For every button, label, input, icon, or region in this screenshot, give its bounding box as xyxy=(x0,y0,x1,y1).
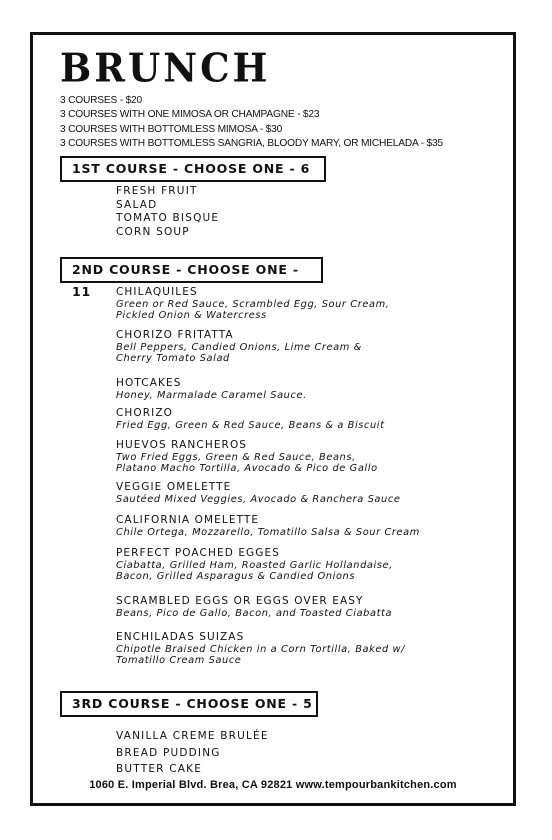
course-3-item: BUTTER CAKE xyxy=(116,763,203,775)
pricing-list xyxy=(60,94,443,151)
course-1-items xyxy=(116,185,219,239)
course-1-item: CORN SOUP xyxy=(116,225,190,238)
dish-item xyxy=(116,596,446,619)
dish-name: VEGGIE OMELETTE xyxy=(116,481,232,493)
dish-item xyxy=(116,378,446,401)
dish-description: Chipotle Braised Chicken in a Corn Tortilla, Baked w/ Tomatillo Cream Sauce xyxy=(116,643,406,667)
course-3-item: BREAD PUDDING xyxy=(116,746,221,759)
dish-item xyxy=(116,440,446,475)
pricing-option: 3 COURSES WITH BOTTOMLESS MIMOSA - $30 xyxy=(60,123,283,135)
dish-item xyxy=(116,515,446,538)
dish-description: Bell Peppers, Candied Onions, Lime Cream & Cherry Tomato Salad xyxy=(116,341,362,365)
course-1-item: FRESH FRUIT xyxy=(116,185,198,197)
dish-item xyxy=(116,482,446,505)
course-1-item: TOMATO BISQUE xyxy=(116,212,220,225)
menu-title: BRUNCH xyxy=(60,44,271,92)
dish-description: Sautéed Mixed Veggies, Avocado & Ranchera Sauce xyxy=(116,493,401,505)
dish-description: Two Fried Eggs, Green & Red Sauce, Beans, Platano Macho Tortilla, Avocado & Pico de Gallo xyxy=(116,451,378,475)
dish-name: CHORIZO xyxy=(116,407,174,419)
dish-description: Green or Red Sauce, Scrambled Egg, Sour Cream, Pickled Onion & Watercress xyxy=(116,298,390,322)
dish-name: CHORIZO FRITATTA xyxy=(116,329,234,341)
dish-name: HUEVOS RANCHEROS xyxy=(116,439,248,451)
dish-description: Ciabatta, Grilled Ham, Roasted Garlic Hollandaise, Bacon, Grilled Asparagus & Candied Onions xyxy=(116,559,393,583)
course-3-header: 3RD COURSE - CHOOSE ONE - 5 xyxy=(60,691,318,717)
course-1-item: SALAD xyxy=(116,198,158,211)
pricing-option: 3 COURSES - $20 xyxy=(60,95,142,106)
dish-item xyxy=(116,632,446,667)
dish-name: PERFECT POACHED EGGES xyxy=(116,547,281,559)
course-3-items xyxy=(116,728,269,778)
dish-name: ENCHILADAS SUIZAS xyxy=(116,631,245,643)
dish-description: Fried Egg, Green & Red Sauce, Beans & a Biscuit xyxy=(116,419,385,431)
dish-item xyxy=(116,548,446,583)
footer-address: 1060 E. Imperial Blvd. Brea, CA 92821 www.tempourbankitchen.com xyxy=(89,779,457,791)
pricing-option: 3 COURSES WITH BOTTOMLESS SANGRIA, BLOODY MARY, OR MICHELADA - $35 xyxy=(60,137,443,149)
pricing-option: 3 COURSES WITH ONE MIMOSA OR CHAMPAGNE - $23 xyxy=(60,109,320,121)
dish-description: Honey, Marmalade Caramel Sauce. xyxy=(116,389,307,401)
course-1-header: 1ST COURSE - CHOOSE ONE - 6 xyxy=(60,156,326,182)
dish-name: CALIFORNIA OMELETTE xyxy=(116,514,260,526)
course-2-header: 2ND COURSE - CHOOSE ONE - 11 xyxy=(60,257,323,283)
dish-description: Beans, Pico de Gallo, Bacon, and Toasted Ciabatta xyxy=(116,607,393,619)
dish-item xyxy=(116,408,446,431)
dish-name: HOTCAKES xyxy=(116,377,182,389)
course-3-item: VANILLA CREME BRULÉE xyxy=(116,730,269,742)
dish-item xyxy=(116,330,446,365)
dish-description: Chile Ortega, Mozzarello, Tomatillo Salsa & Sour Cream xyxy=(116,526,420,538)
dish-item xyxy=(116,287,446,322)
dish-name: SCRAMBLED EGGS OR EGGS OVER EASY xyxy=(116,595,364,607)
dish-name: CHILAQUILES xyxy=(116,286,198,298)
